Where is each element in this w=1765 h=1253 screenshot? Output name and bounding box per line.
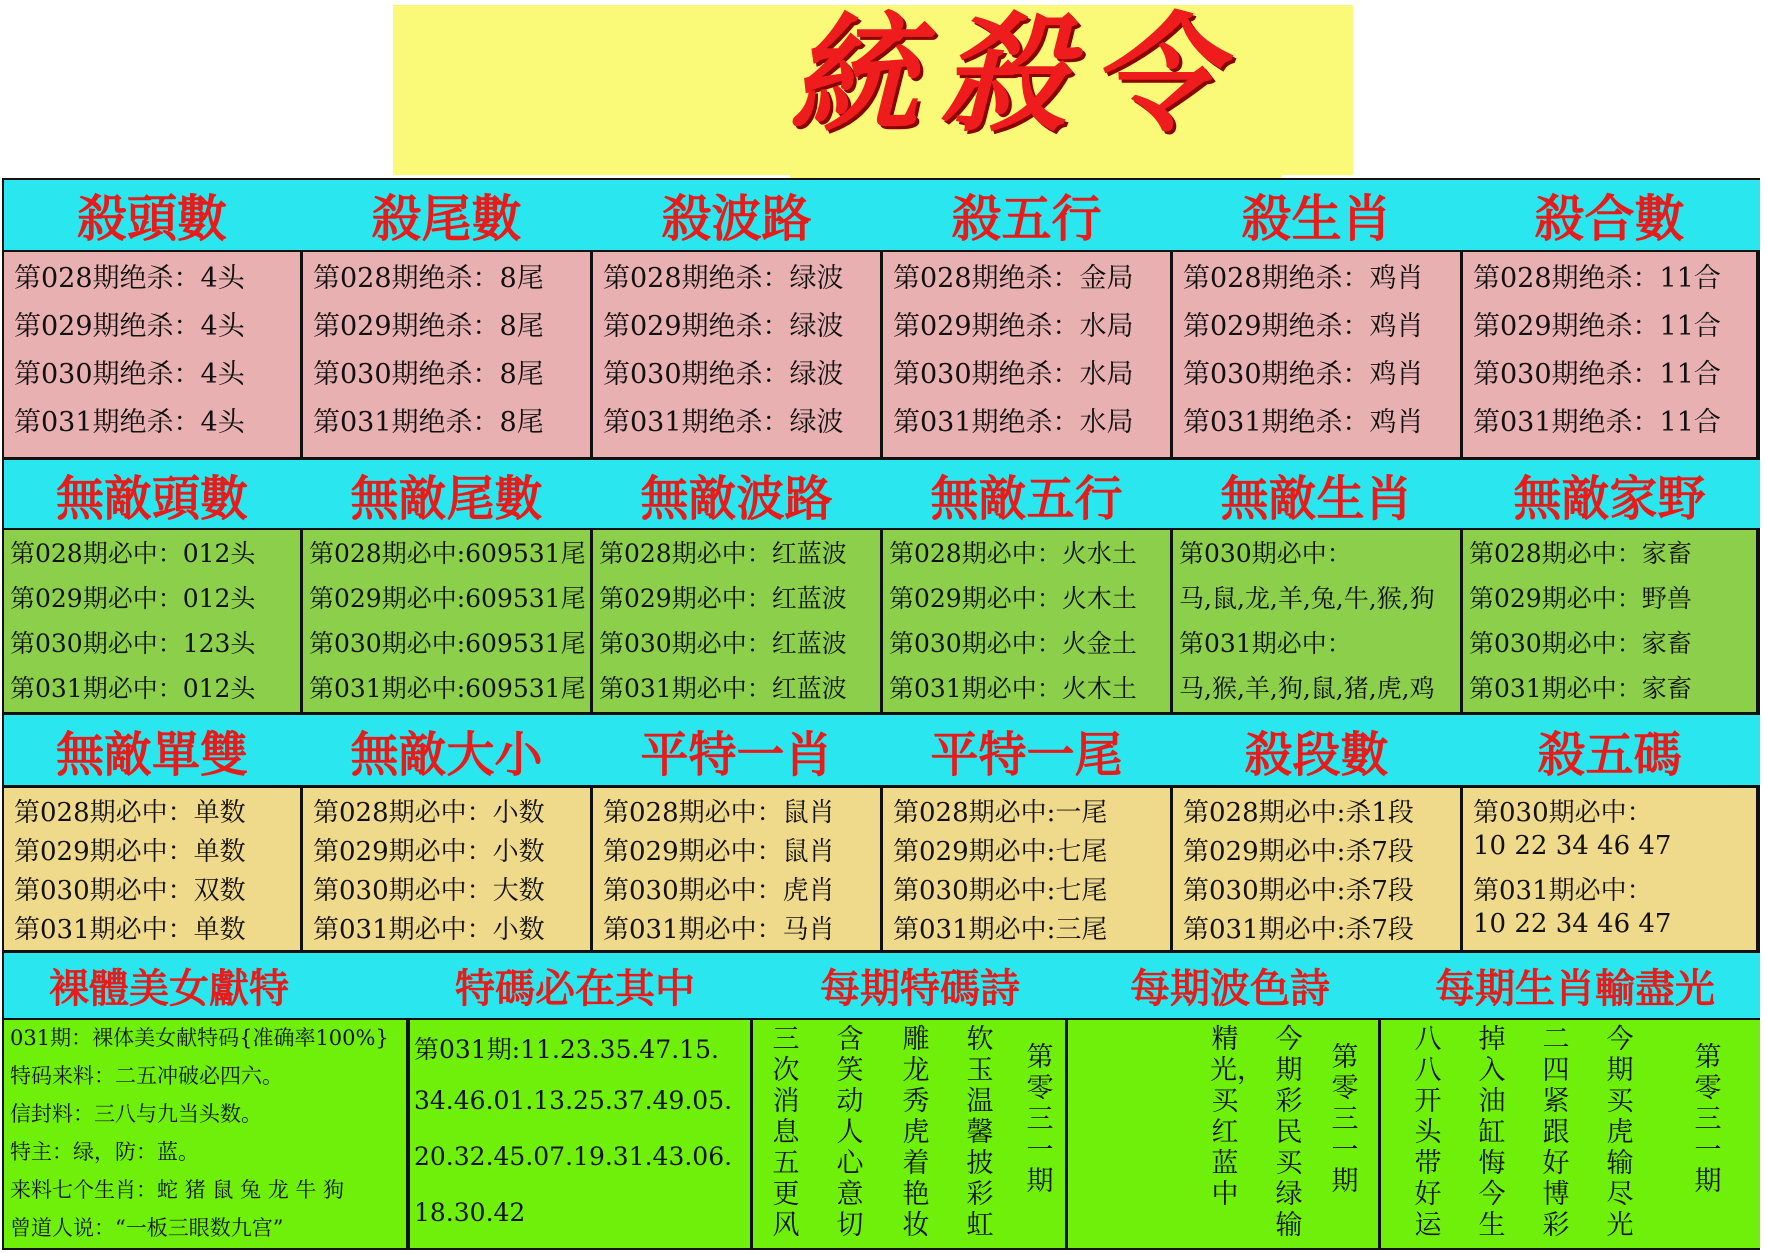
kill-line: 第030期绝杀：绿波: [603, 359, 844, 390]
special-header-1: 無敵單雙: [55, 726, 248, 783]
special-cell-5: [1173, 788, 1460, 950]
numbers-cell: [410, 1020, 750, 1248]
kill-header-6: 殺合數: [1534, 189, 1685, 248]
special-line: 第028期必中:杀1段: [1183, 798, 1414, 828]
beauty-line: 曾道人说：“一板三眼数九宫”: [10, 1216, 284, 1240]
invincible-line: 第030期必中：家畜: [1469, 629, 1692, 658]
kill-line: 第031期绝杀：11合: [1473, 407, 1721, 438]
poem-special-code-column: 雕龙秀虎着艳妆: [902, 1024, 930, 1241]
page-title: 統殺令: [790, 0, 1241, 150]
invincible-cell-6: [1463, 530, 1756, 712]
kill-line: 第031期绝杀：绿波: [603, 407, 844, 438]
kill-line: 第031期绝杀：水局: [893, 407, 1134, 438]
kill-line: 第029期绝杀：水局: [893, 311, 1134, 342]
special-line: 第028期必中：小数: [313, 798, 545, 828]
kill-line: 第030期绝杀：4头: [14, 359, 245, 390]
kill-line: 第030期绝杀：11合: [1473, 359, 1721, 390]
special-line: 10 22 34 46 47: [1473, 831, 1672, 861]
poem-zodiac-column: 二四紧跟好博彩: [1542, 1024, 1570, 1241]
poem-special-code-cell: [753, 1020, 1065, 1248]
kill-line: 第031期绝杀：8尾: [313, 407, 544, 438]
kill-cell-3: [593, 252, 880, 457]
title-banner-underlay: [790, 148, 1282, 178]
poem-special-code-column: 含笑动人心意切: [836, 1024, 864, 1241]
invincible-line: 第031期必中：红蓝波: [599, 674, 847, 703]
poem-header-4: 每期波色詩: [1130, 965, 1330, 1012]
special-line: 第031期必中：马肖: [603, 915, 835, 945]
invincible-header-5: 無敵生肖: [1220, 470, 1413, 527]
invincible-line: 第029期必中：012头: [10, 584, 256, 613]
special-line: 第030期必中:杀7段: [1183, 876, 1414, 906]
special-line: 第031期必中:三尾: [893, 915, 1108, 945]
special-cell-1: [4, 788, 300, 950]
kill-line: 第028期绝杀：8尾: [313, 263, 544, 294]
invincible-line: 第030期必中：火金土: [889, 629, 1137, 658]
special-line: 第028期必中：单数: [14, 798, 246, 828]
invincible-line: 第030期必中:609531尾: [309, 629, 586, 658]
invincible-line: 第031期必中：012头: [10, 674, 256, 703]
special-line: 第028期必中:一尾: [893, 798, 1108, 828]
poem-special-code-column: 三次消息五更风: [772, 1024, 800, 1241]
poem-special-code-column: 软玉温馨披彩虹: [966, 1024, 994, 1241]
invincible-line: 第029期必中:609531尾: [309, 584, 586, 613]
invincible-line: 马,猴,羊,狗,鼠,猪,虎,鸡: [1179, 674, 1435, 703]
poem-zodiac-column: 掉入油缸悔今生: [1478, 1024, 1506, 1241]
beauty-line: 信封料：三八与九当头数。: [10, 1102, 262, 1126]
invincible-cell-3: [593, 530, 880, 712]
kill-line: 第028期绝杀：鸡肖: [1183, 263, 1424, 294]
invincible-header: [4, 460, 1760, 528]
kill-line: 第028期绝杀：4头: [14, 263, 245, 294]
beauty-line: 031期：裸体美女献特码{准确率100%}: [10, 1026, 389, 1050]
invincible-line: 第028期必中：012头: [10, 539, 256, 568]
special-header: [4, 715, 1760, 785]
special-line: 第029期必中:七尾: [893, 837, 1108, 867]
kill-line: 第030期绝杀：鸡肖: [1183, 359, 1424, 390]
special-header-2: 無敵大小: [350, 726, 543, 783]
poem-header-1: 裸體美女獻特: [49, 965, 289, 1012]
kill-line: 第029期绝杀：绿波: [603, 311, 844, 342]
kill-line: 第031期绝杀：鸡肖: [1183, 407, 1424, 438]
invincible-line: 第031期必中：: [1179, 629, 1352, 658]
poem-zodiac-column: 八八开头带好运: [1414, 1024, 1442, 1241]
invincible-cell-2: [303, 530, 590, 712]
kill-header-3: 殺波路: [661, 189, 812, 248]
invincible-header-1: 無敵頭數: [55, 470, 248, 527]
special-cell-3: [593, 788, 880, 950]
special-line: 第031期必中：: [1473, 876, 1653, 906]
special-cell-2: [303, 788, 590, 950]
kill-cell-6: [1463, 252, 1756, 457]
invincible-line: 第028期必中：红蓝波: [599, 539, 847, 568]
invincible-line: 第029期必中：野兽: [1469, 584, 1692, 613]
special-cell-4: [883, 788, 1170, 950]
special-header-4: 平特一尾: [930, 726, 1123, 783]
kill-line: 第029期绝杀：鸡肖: [1183, 311, 1424, 342]
invincible-line: 第030期必中：: [1179, 539, 1352, 568]
kill-line: 第029期绝杀：11合: [1473, 311, 1721, 342]
special-line: 第029期必中:杀7段: [1183, 837, 1414, 867]
special-line: 第029期必中：小数: [313, 837, 545, 867]
special-line: 第030期必中：大数: [313, 876, 545, 906]
special-line: 第031期必中:杀7段: [1183, 915, 1414, 945]
kill-line: 第030期绝杀：水局: [893, 359, 1134, 390]
poem-wave-color-column: 精光，买红蓝中: [1210, 1024, 1264, 1210]
special-header-5: 殺段數: [1244, 726, 1389, 783]
invincible-header-3: 無敵波路: [640, 470, 833, 527]
kill-cell-2: [303, 252, 590, 457]
kill-line: 第028期绝杀：金局: [893, 263, 1134, 294]
numbers-line: 18.30.42: [414, 1198, 526, 1227]
special-line: 10 22 34 46 47: [1473, 909, 1672, 939]
beauty-line: 特码来料：二五冲破必四六。: [10, 1064, 283, 1088]
poem-wave-color-column: 第零三一期: [1331, 1042, 1359, 1197]
poem-header: [4, 953, 1760, 1018]
invincible-line: 马,鼠,龙,羊,兔,牛,猴,狗: [1179, 584, 1435, 613]
kill-header-5: 殺生肖: [1241, 189, 1392, 248]
invincible-line: 第031期必中:609531尾: [309, 674, 586, 703]
special-line: 第029期必中：单数: [14, 837, 246, 867]
invincible-line: 第029期必中：火木土: [889, 584, 1137, 613]
kill-line: 第029期绝杀：8尾: [313, 311, 544, 342]
special-header-6: 殺五碼: [1537, 726, 1682, 783]
poem-header-3: 每期特碼詩: [820, 965, 1020, 1012]
kill-line: 第029期绝杀：4头: [14, 311, 245, 342]
kill-line: 第028期绝杀：11合: [1473, 263, 1721, 294]
special-cell-6: [1463, 788, 1756, 950]
poem-header-2: 特碼必在其中: [455, 965, 695, 1012]
special-line: 第030期必中：: [1473, 798, 1653, 828]
invincible-cell-1: [4, 530, 300, 712]
beauty-line: 特主：绿，防：蓝。: [10, 1140, 199, 1164]
kill-header-4: 殺五行: [951, 189, 1102, 248]
special-line: 第031期必中：单数: [14, 915, 246, 945]
poem-header-5: 每期生肖輸盡光: [1435, 965, 1715, 1012]
poem-special-code-column: 第零三一期: [1026, 1042, 1054, 1197]
poem-zodiac-cell: [1381, 1020, 1760, 1248]
poem-wave-color-column: 今期彩民买绿输: [1275, 1024, 1303, 1241]
poem-wave-color-cell: [1068, 1020, 1378, 1248]
special-line: 第030期必中：虎肖: [603, 876, 835, 906]
invincible-line: 第030期必中：123头: [10, 629, 256, 658]
poem-zodiac-column: 第零三一期: [1694, 1042, 1722, 1197]
kill-header: [4, 180, 1760, 250]
invincible-line: 第031期必中：家畜: [1469, 674, 1692, 703]
numbers-line: 20.32.45.07.19.31.43.06.: [414, 1142, 733, 1171]
special-line: 第029期必中：鼠肖: [603, 837, 835, 867]
invincible-line: 第028期必中:609531尾: [309, 539, 586, 568]
special-header-3: 平特一肖: [640, 726, 833, 783]
kill-line: 第028期绝杀：绿波: [603, 263, 844, 294]
kill-line: 第030期绝杀：8尾: [313, 359, 544, 390]
invincible-header-4: 無敵五行: [930, 470, 1123, 527]
kill-header-1: 殺頭數: [77, 189, 227, 248]
invincible-cell-4: [883, 530, 1170, 712]
numbers-line: 34.46.01.13.25.37.49.05.: [414, 1086, 733, 1115]
invincible-line: 第028期必中：火水土: [889, 539, 1137, 568]
kill-cell-1: [4, 252, 300, 457]
kill-header-2: 殺尾數: [371, 189, 522, 248]
invincible-cell-5: [1173, 530, 1460, 712]
invincible-line: 第031期必中：火木土: [889, 674, 1137, 703]
numbers-line: 第031期:11.23.35.47.15.: [414, 1035, 719, 1064]
kill-cell-4: [883, 252, 1170, 457]
beauty-cell: [4, 1020, 406, 1248]
special-line: 第030期必中:七尾: [893, 876, 1108, 906]
invincible-line: 第028期必中：家畜: [1469, 539, 1692, 568]
invincible-header-2: 無敵尾數: [350, 470, 543, 527]
special-line: 第030期必中：双数: [14, 876, 246, 906]
invincible-line: 第030期必中：红蓝波: [599, 629, 847, 658]
invincible-line: 第029期必中：红蓝波: [599, 584, 847, 613]
special-line: 第028期必中：鼠肖: [603, 798, 835, 828]
kill-cell-5: [1173, 252, 1460, 457]
poem-zodiac-column: 今期买虎输尽光: [1606, 1024, 1634, 1241]
kill-line: 第031期绝杀：4头: [14, 407, 245, 438]
special-line: 第031期必中：小数: [313, 915, 545, 945]
invincible-header-6: 無敵家野: [1513, 470, 1706, 527]
beauty-line: 来料七个生肖：蛇 猪 鼠 兔 龙 牛 狗: [10, 1178, 345, 1202]
